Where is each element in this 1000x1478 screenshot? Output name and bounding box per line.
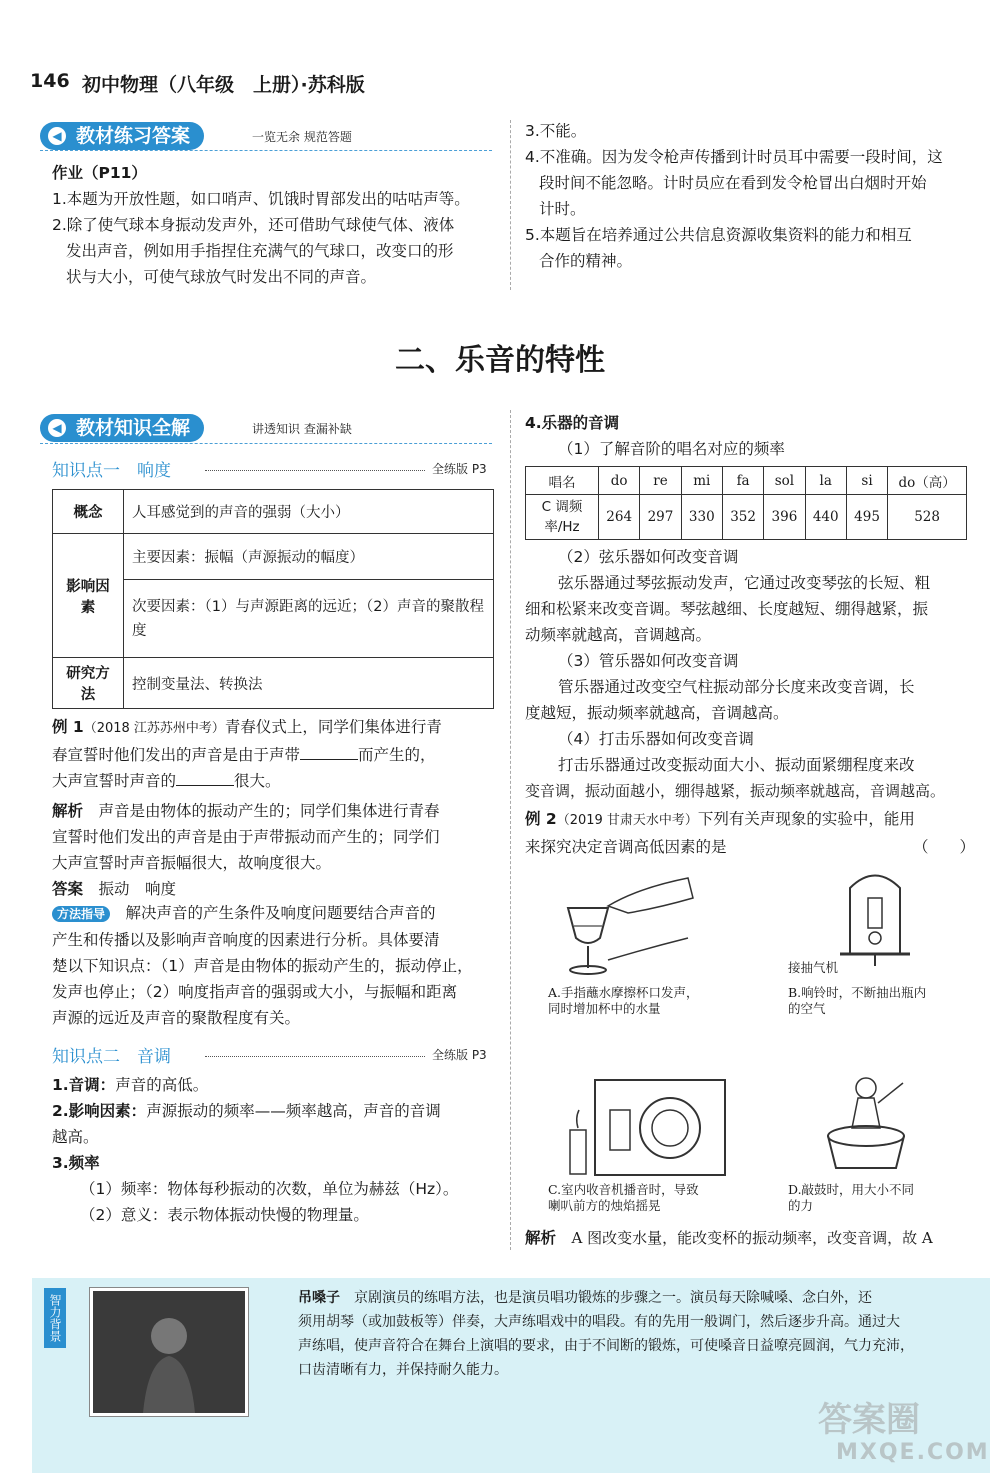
figure-d-drum bbox=[818, 1068, 918, 1178]
instrument-line: （3）管乐器如何改变音调 bbox=[558, 652, 739, 670]
kp2-term: 3.频率 bbox=[52, 1154, 100, 1172]
answers-right bbox=[525, 118, 975, 274]
caption-a-line: A.手指蘸水摩擦杯口发声， bbox=[548, 985, 699, 1000]
method-cell: 控制变量法、转换法 bbox=[124, 658, 494, 709]
note-cell: fa bbox=[722, 467, 763, 495]
column-divider bbox=[510, 120, 511, 290]
note-cell: la bbox=[805, 467, 846, 495]
freq-cell: 495 bbox=[846, 495, 887, 540]
kp2-text: 越高。 bbox=[52, 1128, 99, 1146]
opera-photo bbox=[90, 1288, 248, 1416]
note-cell: do bbox=[599, 467, 640, 495]
tip-side-label: 智力背景 bbox=[44, 1288, 66, 1348]
caption-a-line: 同时增加杯中的水量 bbox=[548, 1001, 661, 1016]
caption-b bbox=[788, 985, 926, 1017]
minor-factor-cell: 次要因素：（1）与声源距离的远近；（2）声音的聚散程度 bbox=[124, 580, 494, 658]
figure-a-glass bbox=[548, 868, 698, 978]
kp2-body bbox=[52, 1072, 497, 1228]
kp2-term: 1.音调： bbox=[52, 1076, 116, 1094]
homework-title: 作业（P11） bbox=[52, 164, 147, 182]
instrument-line: 细和松紧来改变音调。琴弦越细、长度越短、绷得越紧，振 bbox=[525, 600, 929, 618]
dotted-leader bbox=[205, 1056, 425, 1057]
freq-cell: 330 bbox=[681, 495, 722, 540]
ex1-question: 青春仪式上，同学们集体进行青 bbox=[224, 718, 442, 736]
method-text: 声源的远近及声音的聚散程度有关。 bbox=[52, 1009, 301, 1027]
main-factor-cell: 主要因素：振幅（声源振动的幅度） bbox=[124, 534, 494, 580]
caption-d-line: D.敲鼓时，用大小不同 bbox=[788, 1182, 915, 1197]
answer-line: 2.除了使气球本身振动发声外，还可借助气球使气体、液体 bbox=[52, 216, 455, 234]
instrument-line: （4）打击乐器如何改变音调 bbox=[558, 730, 754, 748]
analysis-label: 解析 bbox=[52, 802, 84, 820]
speaker-icon: ◀ bbox=[48, 419, 66, 437]
divider bbox=[40, 443, 492, 444]
caption-b-line: B.响铃时，不断抽出瓶内 bbox=[788, 985, 927, 1000]
ex1-question: 春宣誓时他们发出的声音是由于声带 bbox=[52, 746, 301, 764]
page-number: 146 bbox=[30, 70, 70, 92]
freq-cell: 440 bbox=[805, 495, 846, 540]
instrument-line: 管乐器通过改变空气柱振动部分长度来改变音调，长 bbox=[558, 678, 915, 696]
freq-head: 唱名 bbox=[526, 467, 599, 495]
freq-table bbox=[525, 466, 967, 540]
method-text: 发声也停止；（2）响度指声音的强弱或大小，与振幅和距离 bbox=[52, 983, 458, 1001]
divider bbox=[40, 150, 492, 151]
ex1-label: 例 1 bbox=[52, 718, 84, 736]
instrument-line: 动频率就越高，音调越高。 bbox=[525, 626, 712, 644]
freq-cell: 297 bbox=[640, 495, 681, 540]
answer-label: 答案 bbox=[52, 880, 84, 898]
instrument-text bbox=[525, 544, 975, 804]
freq-cell: 352 bbox=[722, 495, 763, 540]
method-badge: 方法指导 bbox=[52, 906, 110, 922]
kp1-ref: 全练版 P3 bbox=[432, 462, 487, 476]
book-title: 初中物理（八年级 上册）·苏科版 bbox=[82, 74, 365, 96]
note-cell: mi bbox=[681, 467, 722, 495]
ex1-question: 而产生的， bbox=[358, 746, 436, 764]
tip-line: 口齿清晰有力，并保持耐久能力。 bbox=[298, 1362, 508, 1378]
answer-line: 状与大小，可使气球放气时发出不同的声音。 bbox=[66, 268, 377, 286]
answers-banner bbox=[40, 122, 204, 150]
note-cell: do（高） bbox=[888, 467, 967, 495]
freq-cell: 396 bbox=[764, 495, 805, 540]
instrument-line: 度越短，振动频率就越高，音调越高。 bbox=[525, 704, 789, 722]
knowledge-banner-label: 教材知识全解 bbox=[76, 417, 191, 439]
speaker-icon: ◀ bbox=[48, 127, 66, 145]
opera-figure bbox=[93, 1291, 245, 1413]
concept-header: 概念 bbox=[53, 490, 124, 534]
note-cell: si bbox=[846, 467, 887, 495]
answers-left bbox=[52, 186, 497, 290]
instrument-line: 弦乐器通过琴弦振动发声，它通过改变琴弦的长短、粗 bbox=[558, 574, 931, 592]
kp1-title: 知识点一 响度 bbox=[52, 461, 171, 481]
instrument-line: 变音调，振动面越小，绷得越紧，振动频率就越高，音调越高。 bbox=[525, 782, 946, 800]
kp2-title: 知识点二 音调 bbox=[52, 1047, 171, 1067]
freq-row-head bbox=[526, 495, 599, 540]
answer-text: 振动 响度 bbox=[98, 880, 177, 898]
kp2-text: 声音的高低。 bbox=[115, 1076, 209, 1094]
ex2-question: 下列有关声现象的实验中，能用 bbox=[697, 810, 915, 828]
caption-d bbox=[788, 1182, 914, 1214]
method-text: 产生和传播以及影响声音响度的因素进行分析。具体要清 bbox=[52, 931, 440, 949]
ex1-question: 大声宣誓时声音的 bbox=[52, 772, 177, 790]
analysis-text: 大声宣誓时声音振幅很大，故响度很大。 bbox=[52, 854, 332, 872]
ex2-analysis bbox=[525, 1225, 975, 1251]
caption-c-line: C.室内收音机播音时，导致 bbox=[548, 1182, 699, 1197]
answer-line: 3.不能。 bbox=[525, 122, 587, 140]
knowledge-tag: 讲透知识 查漏补缺 bbox=[252, 422, 352, 436]
watermark-logo: 答案圈 bbox=[818, 1400, 920, 1440]
figure-b-bell-jar bbox=[820, 858, 930, 968]
knowledge-banner bbox=[40, 414, 204, 442]
caption-b-line: 的空气 bbox=[788, 1001, 826, 1016]
ex2-question: 来探究决定音调高低因素的是 bbox=[525, 838, 727, 856]
answers-tag: 一览无余 规范答题 bbox=[252, 130, 352, 144]
analysis-text: 宣誓时他们发出的声音是由于声带振动而产生的；同学们 bbox=[52, 828, 440, 846]
method-guide bbox=[52, 900, 497, 1031]
ex2-label: 例 2 bbox=[525, 810, 557, 828]
freq-subheading: （1）了解音阶的唱名对应的频率 bbox=[558, 440, 785, 458]
factor-header: 影响因素 bbox=[53, 534, 124, 658]
instrument-line: 打击乐器通过改变振动面大小、振动面紧绷程度来改 bbox=[558, 756, 915, 774]
concept-cell: 人耳感觉到的声音的强弱（大小） bbox=[124, 490, 494, 534]
section-title: 二、乐音的特性 bbox=[395, 343, 605, 378]
kp2-text: （1）频率：物体每秒振动的次数，单位为赫兹（Hz）。 bbox=[80, 1180, 459, 1198]
pump-label: 接抽气机 bbox=[788, 960, 839, 975]
freq-row-head-1: C 调频 bbox=[541, 499, 583, 515]
ex2-source: （2019 甘肃天水中考） bbox=[556, 813, 698, 828]
caption-c bbox=[548, 1182, 699, 1214]
freq-row-head-2: 率/Hz bbox=[544, 519, 580, 535]
dotted-leader bbox=[205, 470, 425, 471]
analysis-text: 声音是由物体的振动产生的；同学们集体进行青春 bbox=[98, 802, 440, 820]
caption-c-line: 喇叭前方的烛焰摇晃 bbox=[548, 1198, 661, 1213]
answer-line: 4.不准确。因为发令枪声传播到计时员耳中需要一段时间，这 bbox=[525, 148, 943, 166]
example-2 bbox=[525, 806, 975, 860]
caption-d-line: 的力 bbox=[788, 1198, 814, 1213]
answer-paren: （ ） bbox=[912, 838, 975, 856]
ex1-question: 很大。 bbox=[234, 772, 281, 790]
ex1-source: （2018 江苏苏州中考） bbox=[83, 721, 225, 736]
answers-banner-label: 教材练习答案 bbox=[76, 125, 191, 147]
note-cell: sol bbox=[764, 467, 805, 495]
kp2-ref: 全练版 P3 bbox=[432, 1048, 487, 1062]
answer-line: 计时。 bbox=[539, 200, 586, 218]
answer-line: 段时间不能忽略。计时员应在看到发令枪冒出白烟时开始 bbox=[539, 174, 927, 192]
figure-c-radio-candle bbox=[565, 1070, 735, 1180]
tip-text bbox=[298, 1286, 978, 1382]
answer-line: 5.本题旨在培养通过公共信息资源收集资料的能力和相互 bbox=[525, 226, 912, 244]
method-text: 楚以下知识点：（1）声音是由物体的振动产生的，振动停止， bbox=[52, 957, 473, 975]
tip-term: 吊嗓子 bbox=[298, 1290, 340, 1306]
note-cell: re bbox=[640, 467, 681, 495]
freq-cell: 264 bbox=[599, 495, 640, 540]
instrument-line: （2）弦乐器如何改变音调 bbox=[558, 548, 739, 566]
kp2-term: 2.影响因素： bbox=[52, 1102, 147, 1120]
answer-line: 发出声音，例如用手指捏住充满气的气球口，改变口的形 bbox=[66, 242, 454, 260]
answer-line: 合作的精神。 bbox=[539, 252, 633, 270]
kp2-text: （2）意义：表示物体振动快慢的物理量。 bbox=[80, 1206, 369, 1224]
tip-line: 声练唱，使声音符合在舞台上演唱的要求，由于不间断的锻炼，可使嗓音日益嘹亮圆润，气力充沛， bbox=[298, 1338, 914, 1354]
method-header: 研究方法 bbox=[53, 658, 124, 709]
tip-line: 京剧演员的练唱方法，也是演员唱功锻炼的步骤之一。演员每天除喊嗓、念白外，还 bbox=[354, 1290, 872, 1306]
instrument-heading: 4.乐器的音调 bbox=[525, 414, 620, 432]
analysis-text: A 图改变水量，能改变杯的振动频率，改变音调，故 A bbox=[571, 1229, 933, 1247]
watermark-url: MXQE.COM bbox=[836, 1440, 990, 1465]
freq-cell: 528 bbox=[888, 495, 967, 540]
kp1-table bbox=[52, 489, 494, 709]
answer-blank bbox=[300, 759, 358, 760]
caption-a bbox=[548, 985, 699, 1017]
kp2-text: 声源振动的频率——频率越高，声音的音调 bbox=[146, 1102, 441, 1120]
analysis-label: 解析 bbox=[525, 1229, 557, 1247]
answer-blank bbox=[176, 785, 234, 786]
column-divider bbox=[510, 410, 511, 1250]
example-1 bbox=[52, 714, 497, 902]
answer-line: 1.本题为开放性题，如口哨声、饥饿时胃部发出的咕咕声等。 bbox=[52, 190, 470, 208]
method-text: 解决声音的产生条件及响度问题要结合声音的 bbox=[125, 904, 436, 922]
tip-line: 须用胡琴（或加鼓板等）伴奏，大声练唱戏中的唱段。有的先用一般调门，然后逐步升高。通过大 bbox=[298, 1314, 900, 1330]
